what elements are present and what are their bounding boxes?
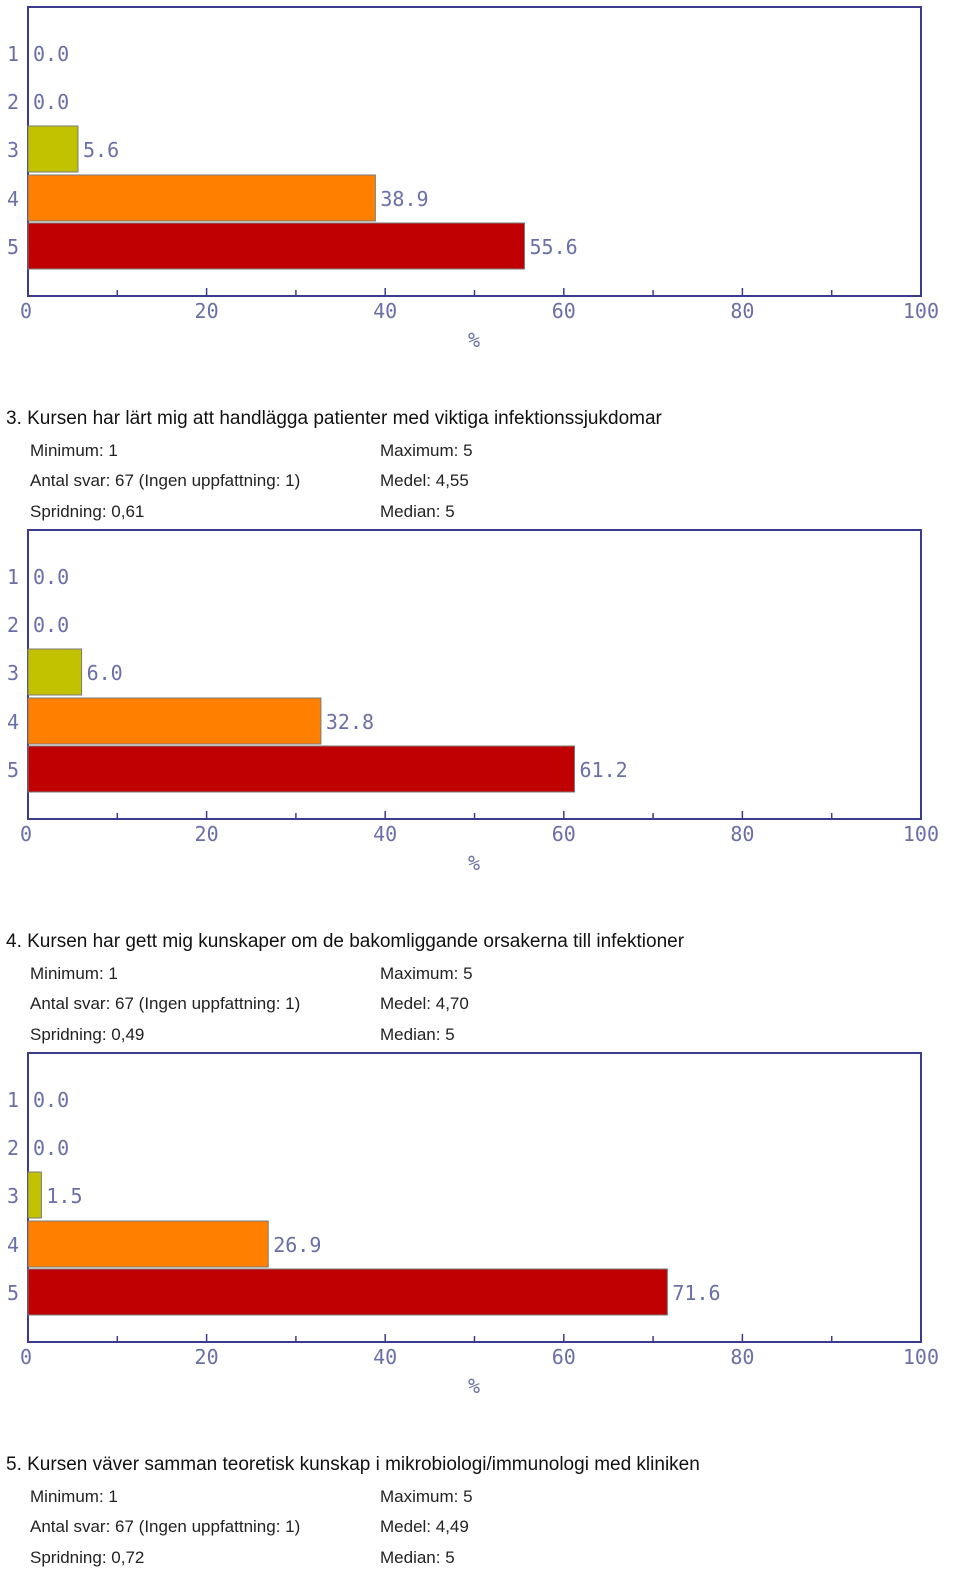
x-axis-label: % xyxy=(467,1374,481,1398)
x-tick-label: 60 xyxy=(551,822,576,846)
category-label-3: 3 xyxy=(7,138,20,162)
x-axis-label: % xyxy=(467,328,481,352)
x-tick-label: 0 xyxy=(20,822,33,846)
category-label-1: 1 xyxy=(7,1088,20,1112)
q5-antal-svar: Antal svar: 67 (Ingen uppfattning: 1) xyxy=(30,1517,301,1536)
category-label-3: 3 xyxy=(7,661,20,685)
question-5-title: 5. Kursen väver samman teoretisk kunskap i mikrobiologi/immunologi med kliniken xyxy=(6,1454,700,1475)
x-tick-label: 100 xyxy=(902,822,939,846)
value-label-4: 38.9 xyxy=(380,187,429,211)
bar-5 xyxy=(28,746,575,792)
q4-spridning: Spridning: 0,49 xyxy=(30,1025,145,1044)
category-label-2: 2 xyxy=(7,1136,20,1160)
category-label-5: 5 xyxy=(7,235,20,259)
q3-antal-svar: Antal svar: 67 (Ingen uppfattning: 1) xyxy=(30,471,301,490)
chart-question-3 xyxy=(0,523,960,883)
q3-median: Median: 5 xyxy=(380,502,455,521)
bar-chart-svg xyxy=(0,1046,960,1406)
category-label-5: 5 xyxy=(7,1281,20,1305)
q4-maximum: Maximum: 5 xyxy=(380,964,473,983)
bar-chart-svg xyxy=(0,0,960,360)
category-label-4: 4 xyxy=(7,187,20,211)
x-tick-label: 40 xyxy=(373,822,398,846)
chart-question-4 xyxy=(0,1046,960,1406)
q4-medel: Medel: 4,70 xyxy=(380,994,469,1013)
value-label-3: 6.0 xyxy=(86,661,123,685)
category-label-2: 2 xyxy=(7,613,20,637)
q5-minimum: Minimum: 1 xyxy=(30,1487,118,1506)
q5-median: Median: 5 xyxy=(380,1548,455,1567)
q5-spridning: Spridning: 0,72 xyxy=(30,1548,145,1567)
value-label-1: 0.0 xyxy=(33,565,70,589)
x-tick-label: 80 xyxy=(730,1345,755,1369)
category-label-5: 5 xyxy=(7,758,20,782)
value-label-5: 61.2 xyxy=(579,758,628,782)
value-label-1: 0.0 xyxy=(33,42,70,66)
x-tick-label: 60 xyxy=(551,1345,576,1369)
x-tick-label: 80 xyxy=(730,299,755,323)
x-tick-label: 0 xyxy=(20,299,33,323)
x-axis-label: % xyxy=(467,851,481,875)
x-tick-label: 100 xyxy=(902,299,939,323)
value-label-3: 5.6 xyxy=(83,138,120,162)
bar-4 xyxy=(28,175,375,221)
q4-median: Median: 5 xyxy=(380,1025,455,1044)
x-tick-label: 40 xyxy=(373,1345,398,1369)
value-label-4: 26.9 xyxy=(273,1233,322,1257)
q3-maximum: Maximum: 5 xyxy=(380,441,473,460)
q3-spridning: Spridning: 0,61 xyxy=(30,502,145,521)
question-4-title: 4. Kursen har gett mig kunskaper om de bakomliggande orsakerna till infektioner xyxy=(6,931,685,952)
q4-minimum: Minimum: 1 xyxy=(30,964,118,983)
bar-5 xyxy=(28,1269,667,1315)
bar-5 xyxy=(28,223,525,269)
x-tick-label: 20 xyxy=(194,822,219,846)
q3-medel: Medel: 4,55 xyxy=(380,471,469,490)
x-tick-label: 20 xyxy=(194,299,219,323)
question-3-title: 3. Kursen har lärt mig att handlägga patienter med viktiga infektionssjukdomar xyxy=(6,408,662,429)
x-tick-label: 80 xyxy=(730,822,755,846)
bar-3 xyxy=(28,649,82,695)
value-label-2: 0.0 xyxy=(33,613,70,637)
value-label-5: 71.6 xyxy=(672,1281,721,1305)
value-label-1: 0.0 xyxy=(33,1088,70,1112)
value-label-5: 55.6 xyxy=(529,235,578,259)
value-label-2: 0.0 xyxy=(33,1136,70,1160)
x-tick-label: 0 xyxy=(20,1345,33,1369)
value-label-3: 1.5 xyxy=(46,1184,83,1208)
bar-4 xyxy=(28,1221,268,1267)
category-label-4: 4 xyxy=(7,710,20,734)
category-label-2: 2 xyxy=(7,90,20,114)
value-label-2: 0.0 xyxy=(33,90,70,114)
chart-question-2 xyxy=(0,0,960,360)
category-label-3: 3 xyxy=(7,1184,20,1208)
q3-minimum: Minimum: 1 xyxy=(30,441,118,460)
value-label-4: 32.8 xyxy=(325,710,375,734)
q4-antal-svar: Antal svar: 67 (Ingen uppfattning: 1) xyxy=(30,994,301,1013)
category-label-4: 4 xyxy=(7,1233,20,1257)
x-tick-label: 100 xyxy=(902,1345,939,1369)
bar-4 xyxy=(28,698,321,744)
bar-3 xyxy=(28,126,78,172)
x-tick-label: 60 xyxy=(551,299,576,323)
bar-chart-svg xyxy=(0,523,960,883)
q5-maximum: Maximum: 5 xyxy=(380,1487,473,1506)
q5-medel: Medel: 4,49 xyxy=(380,1517,469,1536)
category-label-1: 1 xyxy=(7,42,20,66)
x-tick-label: 20 xyxy=(194,1345,219,1369)
x-tick-label: 40 xyxy=(373,299,398,323)
bar-3 xyxy=(28,1172,41,1218)
category-label-1: 1 xyxy=(7,565,20,589)
